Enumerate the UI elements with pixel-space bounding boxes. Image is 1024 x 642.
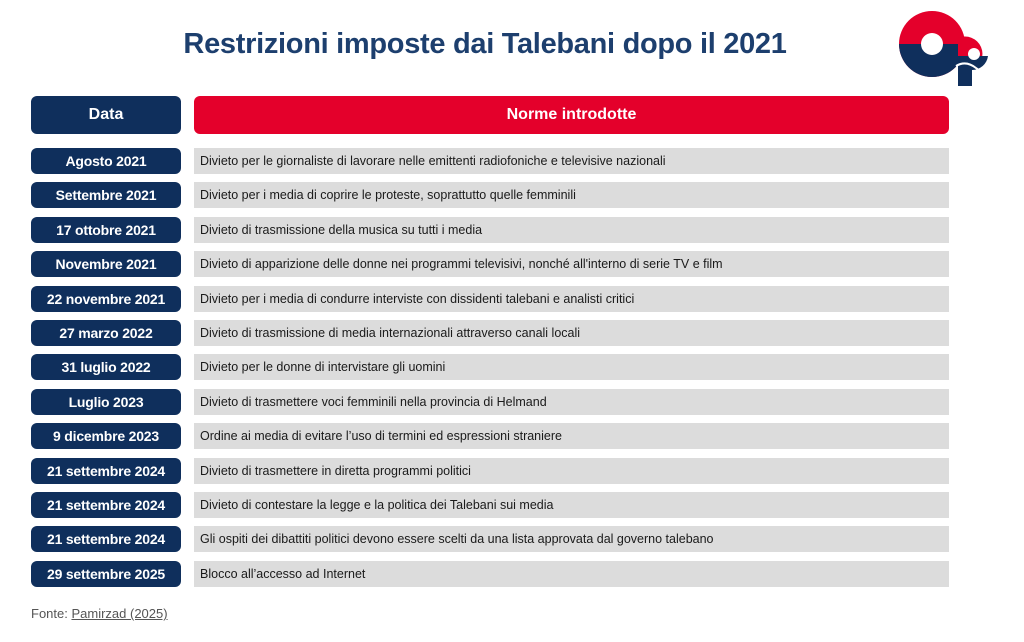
source-label: Fonte: — [31, 606, 72, 621]
row-norm: Blocco all’accesso ad Internet — [194, 561, 949, 587]
table-row — [31, 526, 949, 552]
row-norm: Divieto per i media di coprire le proteste, soprattutto quelle femminili — [194, 182, 949, 208]
row-date: 31 luglio 2022 — [31, 354, 181, 380]
row-date: 21 settembre 2024 — [31, 492, 181, 518]
row-norm: Divieto di contestare la legge e la politica dei Talebani sui media — [194, 492, 949, 518]
page-title: Restrizioni imposte dai Talebani dopo il 2021 — [183, 28, 787, 60]
row-date: Settembre 2021 — [31, 182, 181, 208]
source-note — [31, 606, 168, 621]
row-norm: Ordine ai media di evitare l’uso di termini ed espressioni straniere — [194, 423, 949, 449]
table-row — [31, 182, 949, 208]
source-link[interactable]: Pamirzad (2025) — [71, 606, 168, 621]
row-date: 27 marzo 2022 — [31, 320, 181, 346]
table-row — [31, 251, 949, 277]
table-row — [31, 458, 949, 484]
row-date: 29 settembre 2025 — [31, 561, 181, 587]
row-norm: Divieto di trasmissione di media internazionali attraverso canali locali — [194, 320, 949, 346]
row-date: 21 settembre 2024 — [31, 526, 181, 552]
row-norm: Divieto per le giornaliste di lavorare nelle emittenti radiofoniche e televisive nazionali — [194, 148, 949, 174]
row-norm: Divieto di apparizione delle donne nei programmi televisivi, nonché all'interno di serie TV e film — [194, 251, 949, 277]
table-row — [31, 354, 949, 380]
table-row — [31, 217, 949, 243]
row-date: 21 settembre 2024 — [31, 458, 181, 484]
row-date: 17 ottobre 2021 — [31, 217, 181, 243]
row-norm: Divieto di trasmettere voci femminili nella provincia di Helmand — [194, 389, 949, 415]
header-norms: Norme introdotte — [194, 96, 949, 134]
table-row — [31, 492, 949, 518]
row-norm: Divieto di trasmissione della musica su tutti i media — [194, 217, 949, 243]
row-date: Luglio 2023 — [31, 389, 181, 415]
row-date: Agosto 2021 — [31, 148, 181, 174]
table-row — [31, 423, 949, 449]
table-row — [31, 286, 949, 312]
table-row — [31, 320, 949, 346]
row-norm: Divieto di trasmettere in diretta programmi politici — [194, 458, 949, 484]
header-date: Data — [31, 96, 181, 134]
table-row — [31, 561, 949, 587]
table-row — [31, 148, 949, 174]
row-norm: Divieto per i media di condurre interviste con dissidenti talebani e analisti critici — [194, 286, 949, 312]
row-norm: Gli ospiti dei dibattiti politici devono essere scelti da una lista approvata dal governo talebano — [194, 526, 949, 552]
row-norm: Divieto per le donne di intervistare gli uomini — [194, 354, 949, 380]
row-date: 9 dicembre 2023 — [31, 423, 181, 449]
row-date: Novembre 2021 — [31, 251, 181, 277]
row-date: 22 novembre 2021 — [31, 286, 181, 312]
restrictions-table — [31, 148, 949, 595]
op-logo — [896, 8, 1006, 90]
table-row — [31, 389, 949, 415]
